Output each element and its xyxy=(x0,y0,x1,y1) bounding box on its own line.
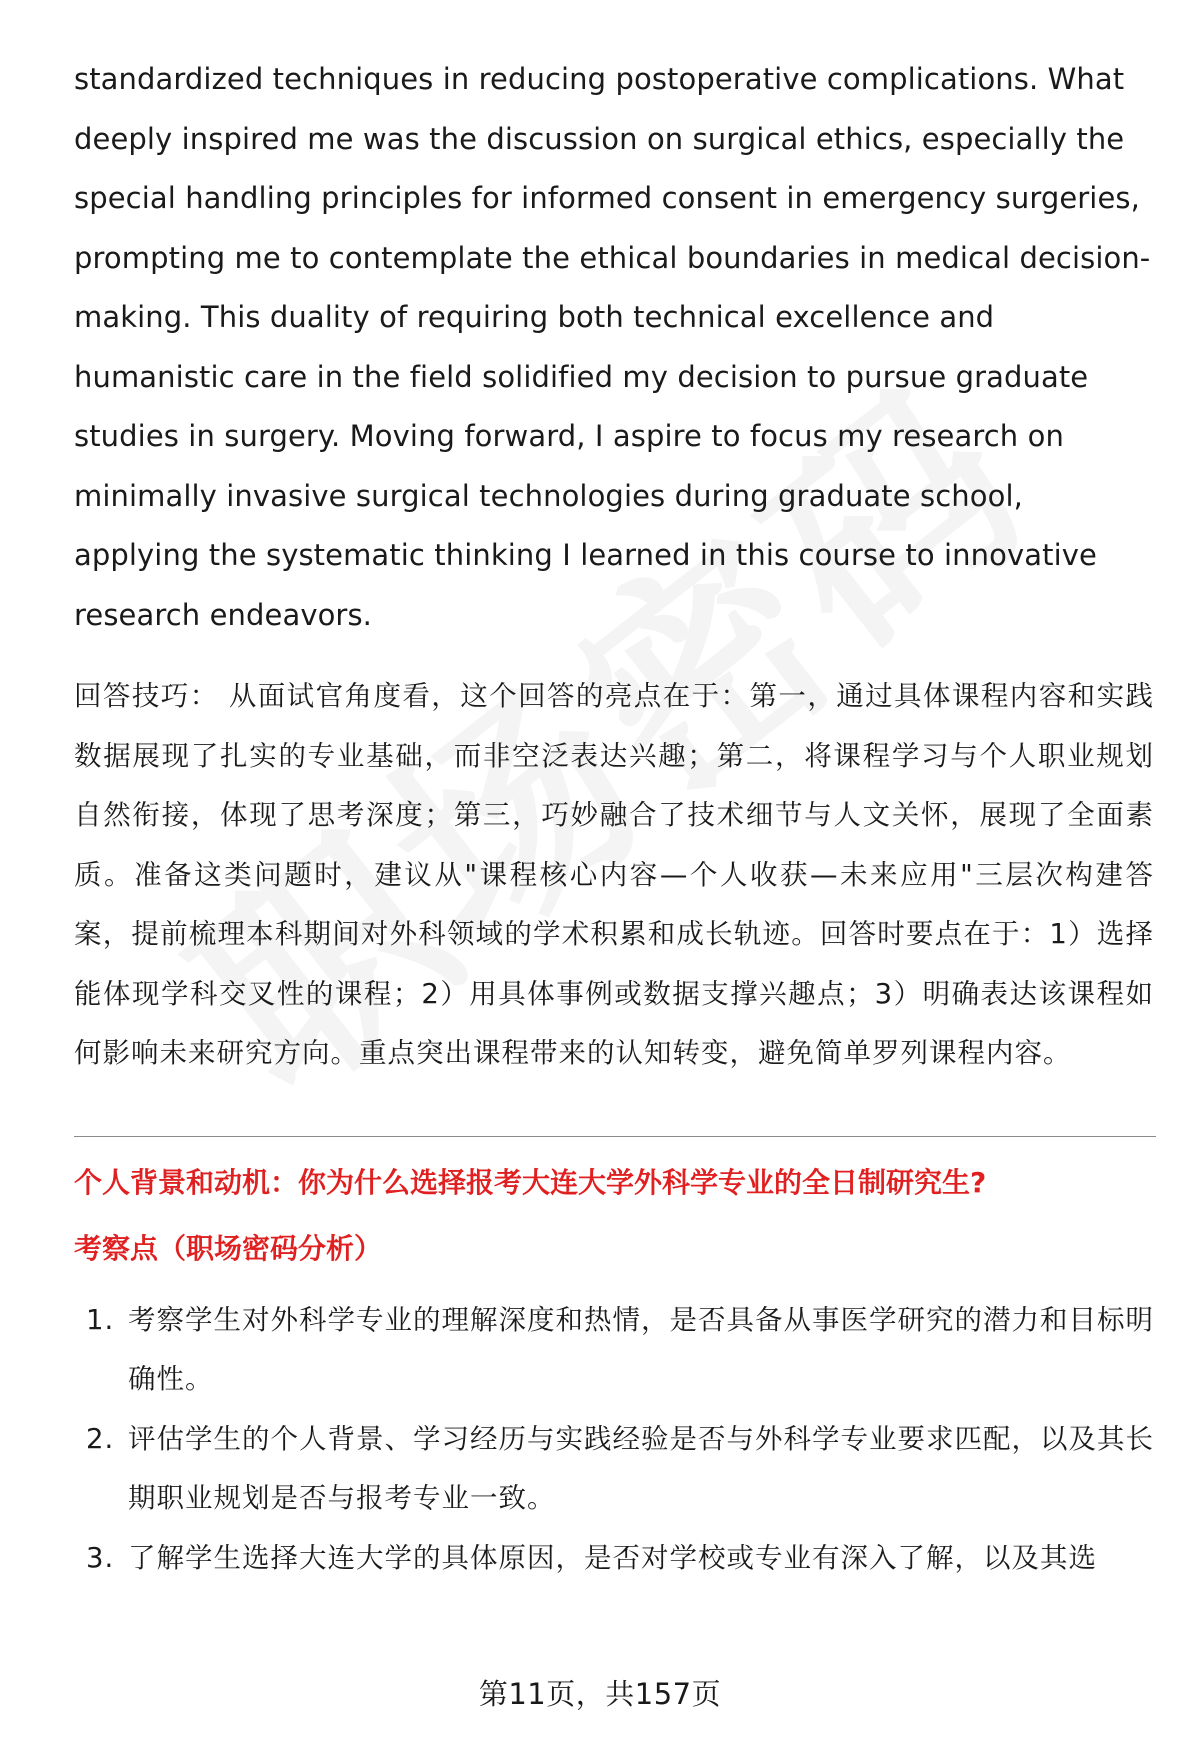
list-item-text: 评估学生的个人背景、学习经历与实践经验是否与外科学专业要求匹配，以及其长期职业规划是否与报考专业一致。 xyxy=(128,1422,1154,1514)
question-heading: 个人背景和动机：你为什么选择报考大连大学外科学专业的全日制研究生? xyxy=(74,1165,987,1199)
section-divider xyxy=(74,1136,1156,1137)
list-item-text: 考察学生对外科学专业的理解深度和热情，是否具备从事医学研究的潜力和目标明确性。 xyxy=(128,1303,1154,1395)
analysis-points-list xyxy=(74,1291,1154,1589)
list-item-number: 3. xyxy=(86,1541,115,1574)
tips-text: 从面试官角度看，这个回答的亮点在于：第一，通过具体课程内容和实践数据展现了扎实的专业基础，而非空泛表达兴趣；第二，将课程学习与个人职业规划自然衔接，体现了思考深度；第三，巧妙融合了技术细节与人文关怀，展现了全面素质。准备这类问题时，建议从"课程核心内容—个人收获—未来应用"三层次构建答案，提前梳理本科期间对外科领域的学术积累和成长轨迹。回答时要点在于：1）选择能体现学科交叉性的课程；2）用具体事例或数据支撑兴趣点；3）明确表达该课程如何影响未来研究方向。重点突出课程带来的认知转变，避免简单罗列课程内容。 xyxy=(74,680,1155,1069)
list-item-text: 了解学生选择大连大学的具体原因，是否对学校或专业有深入了解，以及其选 xyxy=(128,1541,1097,1574)
list-item xyxy=(74,1529,1154,1589)
page-footer: 第11页，共157页 xyxy=(478,1677,722,1711)
list-item-number: 2. xyxy=(86,1422,115,1455)
answer-paragraph-en: standardized techniques in reducing postoperative complications. What deeply inspired me was the discussion on surgical ethics, especially the special handling principles for informed consent in emergency surgeries, prompting me to contemplate the ethical boundaries in medical decision-making. This duality of requiring both technical excellence and humanistic care in the field solidified my decision to pursue graduate studies in surgery. Moving forward, I aspire to focus my research on minimally invasive surgical technologies during graduate school, applying the systematic thinking I learned in this course to innovative research endeavors. xyxy=(74,62,1151,632)
list-item xyxy=(74,1291,1154,1410)
tips-label: 回答技巧： xyxy=(74,680,219,712)
list-item-number: 1. xyxy=(86,1303,115,1336)
list-item xyxy=(74,1410,1154,1529)
tips-paragraph xyxy=(74,667,1154,1084)
page-content xyxy=(74,50,1154,1588)
analysis-subheading: 考察点（职场密码分析） xyxy=(74,1231,383,1265)
